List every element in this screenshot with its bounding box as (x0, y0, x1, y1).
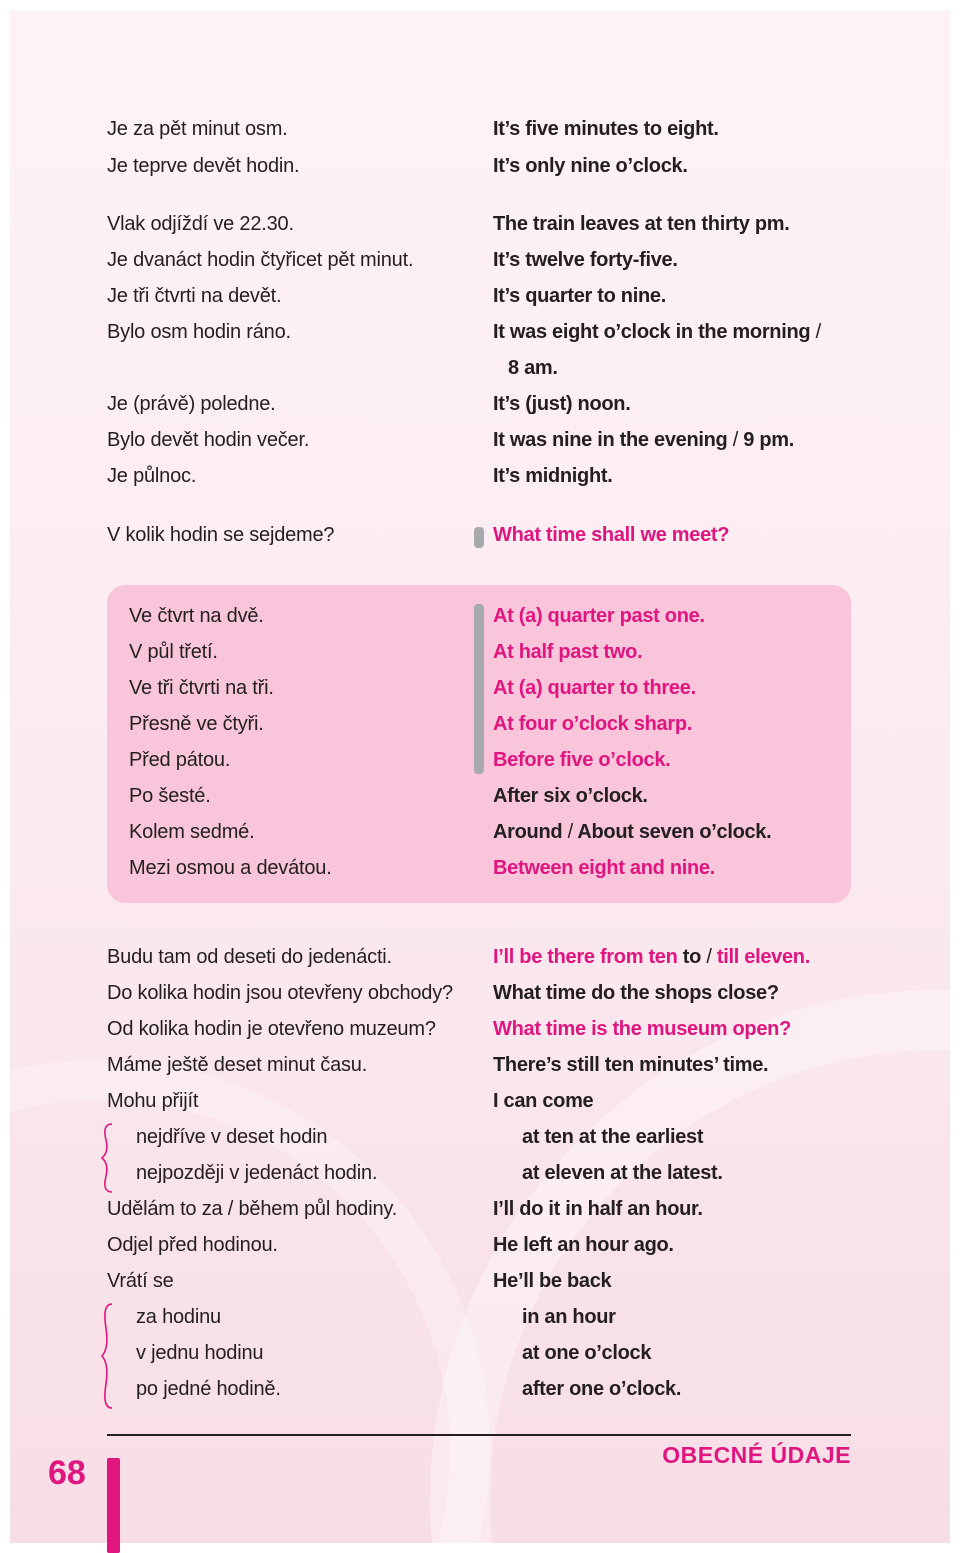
czech-phrase: nejpozději v jedenáct hodin. (136, 1162, 378, 1184)
english-phrase (522, 1155, 723, 1191)
english-phrase (493, 778, 648, 814)
czech-phrase: Je (právě) poledne. (107, 393, 276, 415)
czech-phrase: Vlak odjíždí ve 22.30. (107, 213, 294, 235)
english-phrase-part: 9 pm. (738, 429, 794, 451)
english-phrase-part: after one o’clock. (522, 1378, 682, 1400)
czech-phrase: v jednu hodinu (136, 1342, 264, 1364)
czech-phrase: Máme ještě deset minut času. (107, 1054, 368, 1076)
footer-rule (107, 1434, 851, 1436)
czech-phrase: po jedné hodině. (136, 1378, 281, 1400)
english-phrase (493, 814, 771, 850)
english-phrase-part: At (a) quarter past one. (493, 605, 705, 627)
czech-phrase: V kolik hodin se sejdeme? (107, 524, 335, 546)
english-phrase (493, 850, 715, 886)
czech-phrase: Je půlnoc. (107, 465, 197, 487)
english-phrase-part: What time do the shops close? (493, 982, 779, 1004)
english-phrase-part: I’ll do it in half an hour. (493, 1198, 703, 1220)
english-phrase (493, 706, 692, 742)
english-phrase-part: There’s still ten minutes’ time. (493, 1054, 769, 1076)
czech-phrase: Je teprve devět hodin. (107, 155, 300, 177)
english-phrase-part: What time is the museum open? (493, 1018, 791, 1040)
english-phrase-part: What time shall we meet? (493, 524, 730, 546)
english-phrase (493, 242, 678, 278)
czech-phrase: Odjel před hodinou. (107, 1234, 278, 1256)
english-phrase-part: / (706, 946, 712, 968)
english-phrase (522, 1299, 616, 1335)
english-phrase-part: 8 am. (508, 357, 558, 379)
footer-accent-bar (107, 1458, 120, 1553)
english-phrase (522, 1119, 703, 1155)
english-phrase-part: / (815, 321, 821, 343)
english-phrase-part: / (567, 821, 573, 843)
english-phrase-part: Before five o’clock. (493, 749, 671, 771)
english-phrase (493, 975, 779, 1011)
czech-phrase: Je dvanáct hodin čtyřicet pět minut. (107, 249, 414, 271)
english-phrase (493, 1191, 703, 1227)
english-phrase-part: He left an hour ago. (493, 1234, 674, 1256)
english-phrase (493, 1047, 768, 1083)
english-phrase-part: till eleven. (711, 946, 810, 968)
english-phrase-part: At (a) quarter to three. (493, 677, 696, 699)
marker-bar (474, 604, 484, 774)
english-phrase (493, 517, 729, 553)
english-phrase-part: at ten at the earliest (522, 1126, 704, 1148)
czech-phrase: za hodinu (136, 1306, 221, 1328)
english-phrase (493, 939, 810, 975)
czech-phrase: Bylo devět hodin večer. (107, 429, 310, 451)
english-phrase (493, 1227, 674, 1263)
brace-icon (100, 1302, 116, 1410)
english-phrase-part: It’s quarter to nine. (493, 285, 666, 307)
english-phrase (522, 1335, 651, 1371)
english-phrase-part: I’ll be there from ten (493, 946, 678, 968)
english-phrase-part: The train leaves at ten thirty pm. (493, 213, 790, 235)
english-phrase-part: At four o’clock sharp. (493, 713, 692, 735)
brace-icon (100, 1122, 116, 1194)
english-phrase (493, 1263, 611, 1299)
page-number: 68 (48, 1454, 86, 1492)
czech-phrase: nejdříve v deset hodin (136, 1126, 328, 1148)
english-phrase (493, 742, 670, 778)
czech-phrase: Kolem sedmé. (129, 821, 255, 843)
english-phrase-part: About seven o’clock. (572, 821, 772, 843)
english-phrase (493, 634, 642, 670)
section-title: OBECNÉ ÚDAJE (662, 1442, 851, 1468)
czech-phrase: Bylo osm hodin ráno. (107, 321, 291, 343)
english-phrase-part: It’s five minutes to eight. (493, 118, 719, 140)
english-phrase-part: Between eight and nine. (493, 857, 716, 879)
czech-phrase: Je za pět minut osm. (107, 118, 288, 140)
english-phrase (493, 458, 613, 494)
czech-phrase: Do kolika hodin jsou otevřeny obchody? (107, 982, 453, 1004)
english-phrase-part: I can come (493, 1090, 594, 1112)
english-phrase-part: It was nine in the evening (493, 429, 733, 451)
english-phrase (493, 206, 790, 242)
czech-phrase: Vrátí se (107, 1270, 174, 1292)
english-phrase-part: It’s midnight. (493, 465, 613, 487)
english-phrase (493, 278, 666, 314)
english-phrase-part: It was eight o’clock in the morning (493, 321, 816, 343)
english-phrase-part: It’s (just) noon. (493, 393, 631, 415)
english-phrase-part: / (732, 429, 738, 451)
czech-phrase: Budu tam od deseti do jedenácti. (107, 946, 392, 968)
english-phrase-part: in an hour (522, 1306, 616, 1328)
english-phrase (522, 1371, 681, 1407)
english-phrase-part: at one o’clock (522, 1342, 652, 1364)
czech-phrase: Ve tři čtvrti na tři. (129, 677, 274, 699)
czech-phrase: Přesně ve čtyři. (129, 713, 264, 735)
czech-phrase: Ve čtvrt na dvě. (129, 605, 264, 627)
marker-bar (474, 527, 484, 548)
czech-phrase: Je tři čtvrti na devět. (107, 285, 282, 307)
czech-phrase: Mezi osmou a devátou. (129, 857, 332, 879)
english-phrase (493, 1011, 791, 1047)
english-phrase (493, 314, 821, 350)
czech-phrase: Udělám to za / během půl hodiny. (107, 1198, 398, 1220)
english-phrase (493, 386, 630, 422)
english-phrase (493, 670, 696, 706)
czech-phrase: Po šesté. (129, 785, 211, 807)
czech-phrase: Mohu přijít (107, 1090, 199, 1112)
english-phrase-part: After six o’clock. (493, 785, 648, 807)
english-phrase-part: He’ll be back (493, 1270, 612, 1292)
czech-phrase: V půl třetí. (129, 641, 218, 663)
english-phrase-part: at eleven at the latest. (522, 1162, 723, 1184)
english-phrase-part: It’s only nine o’clock. (493, 155, 688, 177)
english-phrase (493, 422, 794, 458)
english-phrase (493, 1083, 593, 1119)
czech-phrase: Před pátou. (129, 749, 231, 771)
english-phrase (493, 148, 688, 184)
english-phrase-part: At half past two. (493, 641, 643, 663)
english-phrase-part: to (677, 946, 707, 968)
english-phrase (508, 350, 558, 386)
english-phrase-part: Around (493, 821, 568, 843)
english-phrase-part: It’s twelve forty-five. (493, 249, 678, 271)
english-phrase (493, 598, 705, 634)
czech-phrase: Od kolika hodin je otevřeno muzeum? (107, 1018, 436, 1040)
english-phrase (493, 111, 719, 147)
